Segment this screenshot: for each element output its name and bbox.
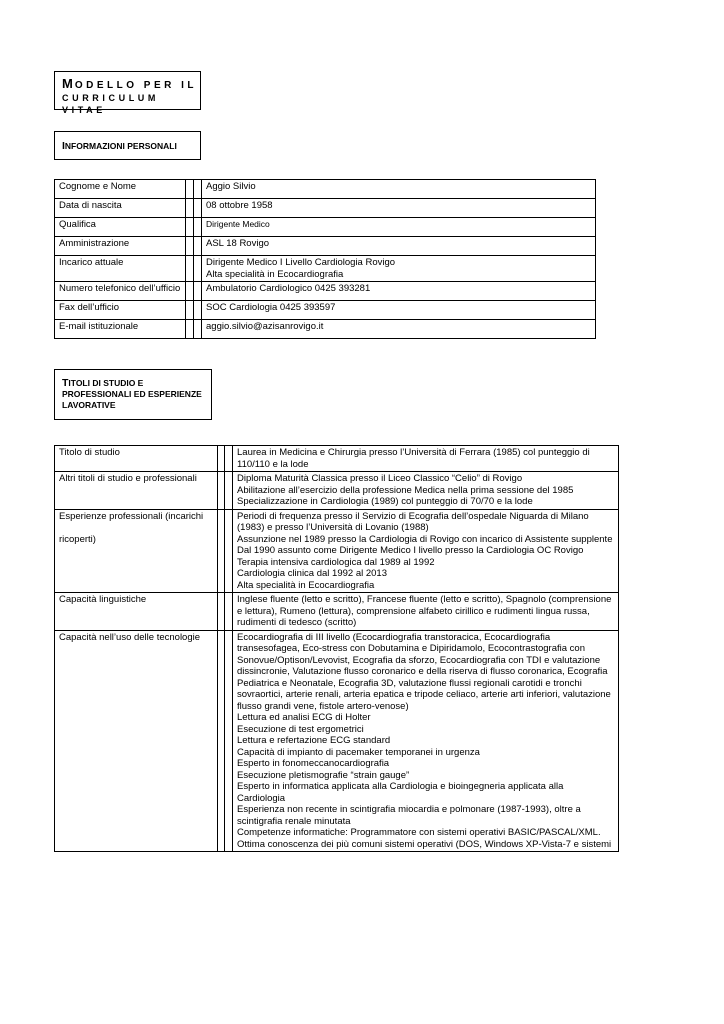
row-label: Capacità nell’uso delle tecnologie (55, 630, 218, 852)
row-value: Inglese fluente (letto e scritto), Francese fluente (letto e scritto), Spagnolo (comprensione e lettura), Rumeno (lettura), comprensione alfabeto cirillico e rudimenti lingua russa, rudimenti di tedesco (scritto) (233, 593, 619, 631)
table-row (55, 282, 596, 301)
table-row (55, 237, 596, 256)
table-row (55, 320, 596, 339)
row-value: Aggio Silvio (202, 180, 596, 199)
row-sublabel: ricoperti) (59, 534, 96, 545)
row-value: aggio.silvio@azisanrovigo.it (202, 320, 596, 339)
title-line-2: CURRICULUM VITAE (62, 93, 159, 115)
table-row (55, 472, 619, 510)
row-label: Amministrazione (55, 237, 186, 256)
row-value: 08 ottobre 1958 (202, 199, 596, 218)
table-row (55, 301, 596, 320)
table-row (55, 446, 619, 472)
row-value: SOC Cardiologia 0425 393597 (202, 301, 596, 320)
table-row (55, 256, 596, 282)
row-label: Fax dell’ufficio (55, 301, 186, 320)
table-row (55, 593, 619, 631)
row-label-line: Esperienze professionali (incarichi (59, 510, 204, 522)
row-label: Altri titoli di studio e professionali (55, 472, 218, 510)
table-row (55, 509, 619, 593)
row-label: Incarico attuale (55, 256, 186, 282)
row-label: Cognome e Nome (55, 180, 186, 199)
row-label: Capacità linguistiche (55, 593, 218, 631)
row-label: Numero telefonico dell’ufficio (55, 282, 186, 301)
row-value: Periodi di frequenza presso il Servizio di Ecografia dell’ospedale Niguarda di Milano (1983) e presso l’Università di Lovanio (1988) Assunzione nel 1989 presso la Cardiologia di Rovigo con incarico di Assistente supplente Dal 1990 assunto come Dirigente Medico I livello presso la Cardiologia OC Rovigo Terapia intensiva cardiologica dal 1989 al 1992 Cardiologia clinica dal 1992 al 2013 Alta specialità in Ecocardiografia (233, 509, 619, 593)
row-value: ASL 18 Rovigo (202, 237, 596, 256)
section-heading-studies: TITOLI DI STUDIO E PROFESSIONALI ED ESPERIENZE LAVORATIVE (54, 369, 212, 420)
table-row (55, 218, 596, 237)
studies-table (54, 445, 619, 852)
table-row (55, 180, 596, 199)
row-label: Titolo di studio (55, 446, 218, 472)
table-row (55, 199, 596, 218)
row-value: Laurea in Medicina e Chirurgia presso l’Università di Ferrara (1985) col punteggio di 110/110 e la lode (233, 446, 619, 472)
row-value: Ambulatorio Cardiologico 0425 393281 (202, 282, 596, 301)
row-value: Ecocardiografia di III livello (Ecocardiografia transtoracica, Ecocardiografia transesofagea, Eco-stress con Dobutamina e Dipiridamolo, Ecocontrastografia con Sonovue/Optison/Levovist, Ecografia da sforzo, Ecocardiografia con TDI e valutazione dissincronie, Valutazione flusso coronarico e della riserva di flusso coronarica, Ecografia Pediatrica e Neonatale, Ecografia 3D, valutazione flussi regionali carotidi e tronchi sovraortici, arterie renali, arteria epatica e tripode celiaco, arterie arti inferiori, valutazione flusso grandi vene, fistole artero-venose) Lettura ed analisi ECG di Holter Esecuzione di test ergometrici Lettura e refertazione ECG standard Capacità di impianto di pacemaker temporanei in urgenza Esperto in fonomeccanocardiografia Esecuzione pletismografie “strain gauge” Esperto in informatica applicata alla Cardiologia e bioingegneria applicata alla Cardiologia Esperienza non recente in scintigrafia miocardia e polmonare (1987-1993), oltre a scintigrafia renale minutata Competenze informatiche: Programmatore con sistemi operativi BASIC/PASCAL/XML. Ottima conoscenza dei più comuni sistemi operativi (DOS, Windows XP-Vista-7 e sistemi (233, 630, 619, 852)
row-value: Diploma Maturità Classica presso il Liceo Classico “Celio” di Rovigo Abilitazione all’esercizio della professione Medica nella prima sessione del 1985 Specializzazione in Cardiologia (1989) col punteggio di 70/70 e la lode (233, 472, 619, 510)
row-label: Data di nascita (55, 199, 186, 218)
table-row (55, 630, 619, 852)
document-title (54, 71, 201, 115)
title-line-1: MODELLO PER IL (62, 76, 198, 91)
section-heading-personal: INFORMAZIONI PERSONALI (54, 131, 201, 160)
row-value: Dirigente Medico I Livello Cardiologia Rovigo Alta specialità in Ecocardiografia (202, 256, 596, 282)
row-label: Qualifica (55, 218, 186, 237)
personal-info-table (54, 179, 596, 339)
row-label (55, 509, 218, 593)
row-value: Dirigente Medico (202, 218, 596, 237)
row-label: E-mail istituzionale (55, 320, 186, 339)
